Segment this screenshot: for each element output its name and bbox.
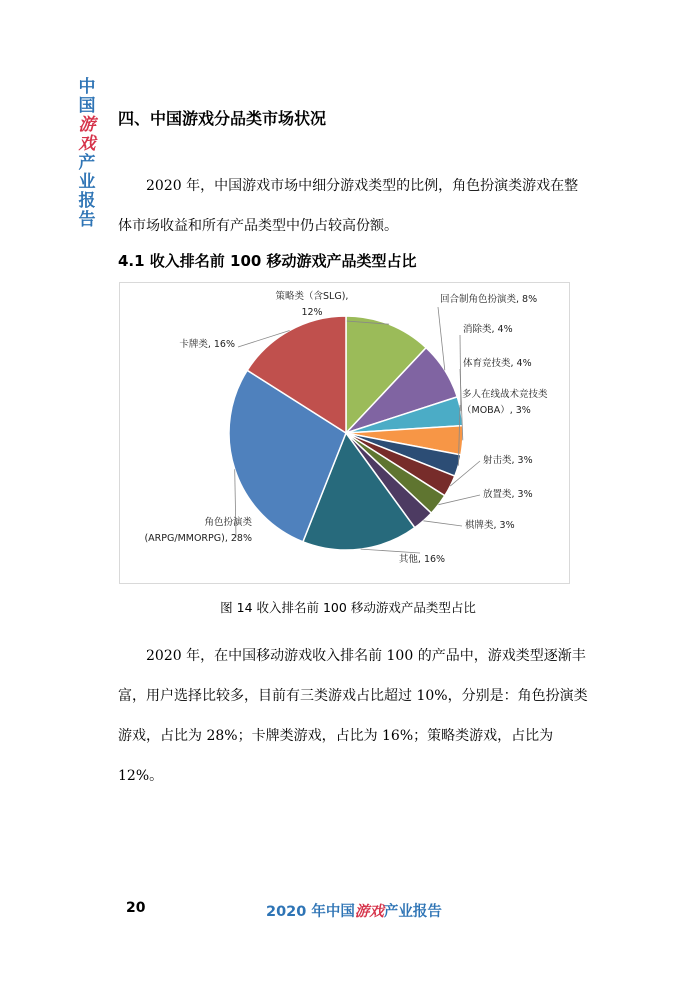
side-brand: [76, 78, 98, 230]
pie-chart-frame: [119, 282, 570, 584]
section-heading: 四、中国游戏分品类市场状况: [118, 109, 327, 128]
intro-paragraph: 2020 年，中国游戏市场中细分游戏类型的比例，角色扮演类游戏在整体市场收益和所有产品类型中仍占较高份额。: [118, 178, 579, 234]
body-paragraph: 2020 年，在中国移动游戏收入排名前 100 的产品中，游戏类型逐渐丰富，用户选择比较多，目前有三类游戏占比超过 10%，分别是：角色扮演类游戏，占比为 28%；卡牌类游戏，占比为 16%；策略类游戏，占比为 12%。: [118, 648, 588, 784]
pie-label-8: 其他, 16%: [398, 554, 446, 565]
figure-caption: 图 14 收入排名前 100 移动游戏产品类型占比: [220, 600, 476, 615]
side-brand-part2: 产业报告: [78, 153, 96, 230]
pie-label-10: 卡牌类, 16%: [179, 339, 235, 350]
pie-label-7: 棋牌类, 3%: [465, 520, 515, 531]
pie-chart: [120, 283, 571, 585]
side-brand-highlight: 游戏: [78, 115, 96, 154]
footer-title-part2: 产业报告: [383, 904, 442, 920]
pie-label-3: 体育竞技类, 4%: [463, 358, 532, 369]
pie-leader-line-7: [423, 521, 462, 526]
pie-label-4: 多人在线战术竞技类（MOBA）, 3%: [462, 389, 548, 416]
footer-title-highlight: 游戏: [354, 904, 384, 920]
pie-label-6: 放置类, 3%: [483, 489, 533, 500]
pie-leader-line-8: [361, 549, 420, 553]
pie-label-9: 角色扮演类(ARPG/MMORPG), 28%: [144, 517, 252, 544]
footer-title-part1: 2020 年中国: [266, 904, 355, 920]
chart-subheading: 4.1 收入排名前 100 移动游戏产品类型占比: [118, 252, 417, 270]
footer-title: [266, 900, 442, 921]
pie-label-5: 射击类, 3%: [483, 455, 533, 466]
pie-label-1: 回合制角色扮演类, 8%: [440, 294, 538, 305]
pie-label-2: 消除类, 4%: [463, 324, 513, 335]
page-number: 20: [126, 900, 146, 916]
side-brand-part1: 中国: [78, 77, 96, 116]
pie-label-0: 策略类（含SLG), 12%: [275, 291, 349, 318]
